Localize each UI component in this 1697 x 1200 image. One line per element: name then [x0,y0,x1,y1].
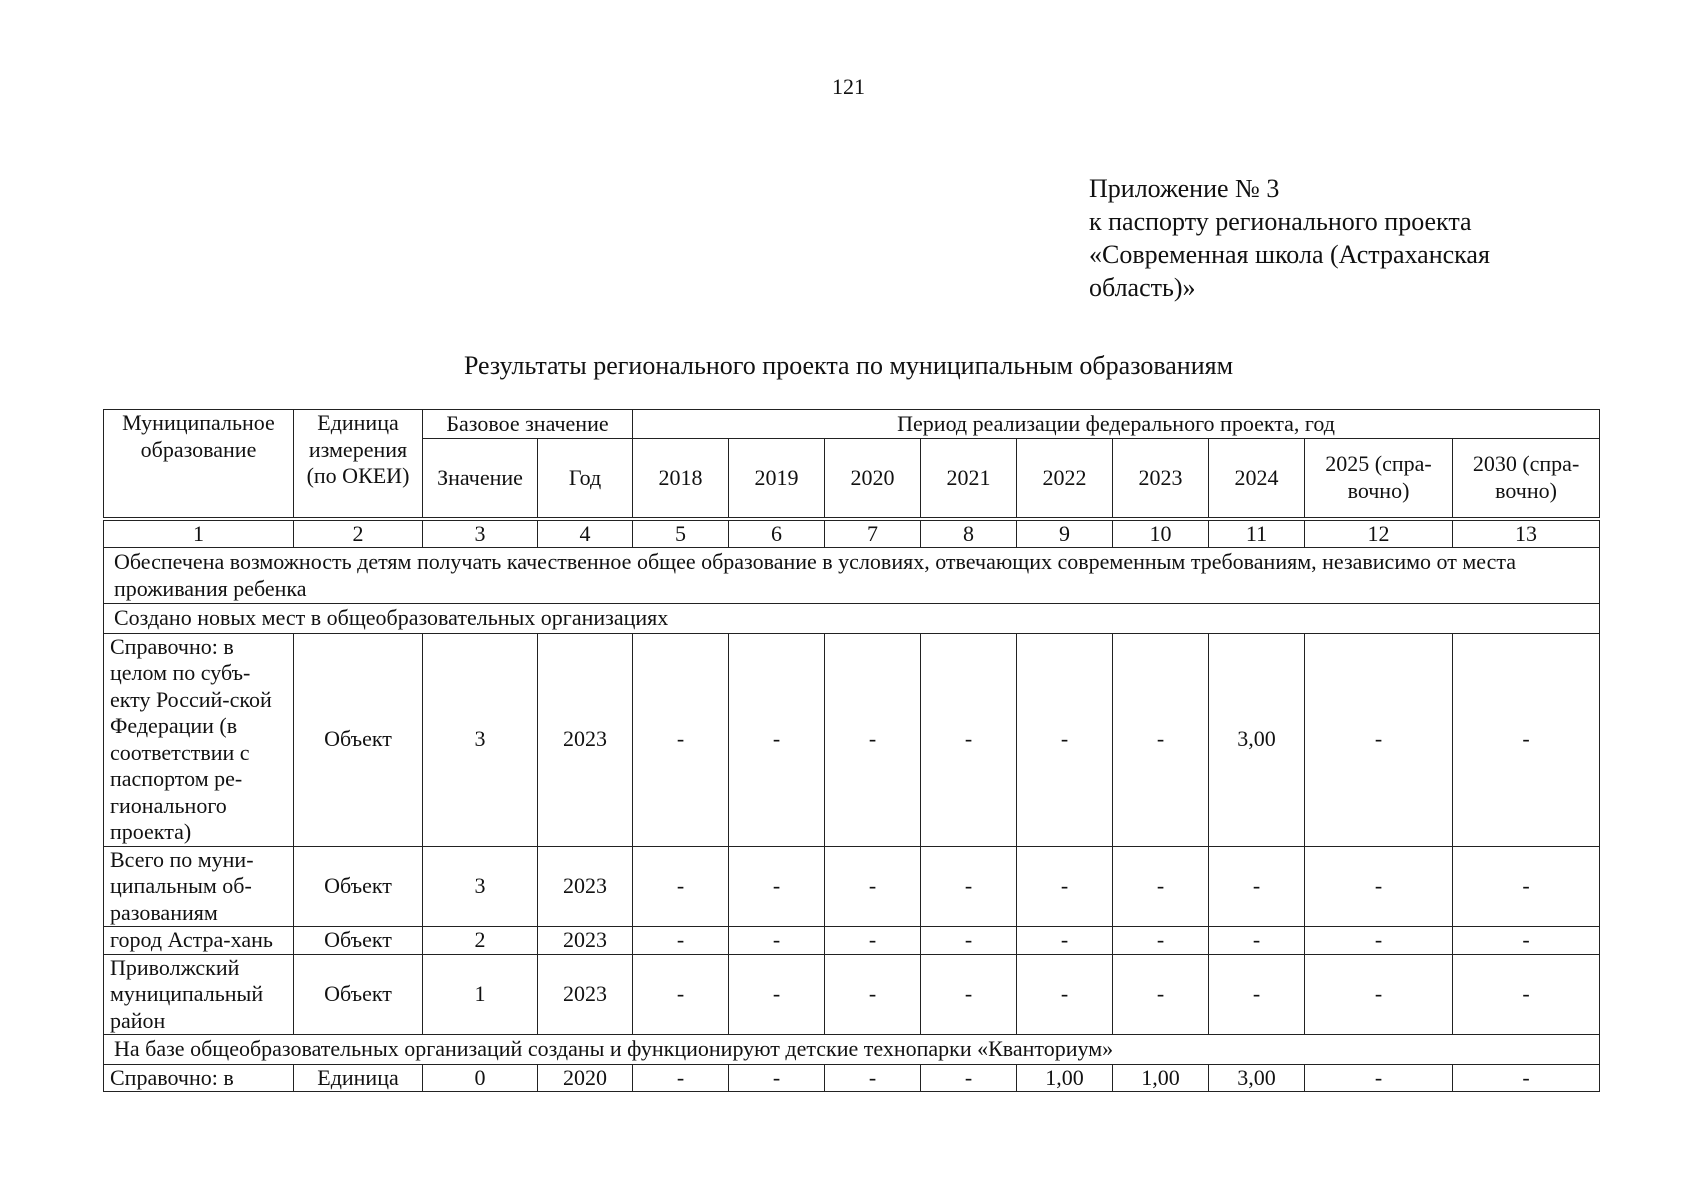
header-row-1 [104,410,1600,439]
results-table [103,409,1600,1092]
row-value: - [1017,927,1113,955]
header-unit: Единица измерения (по ОКЕИ) [294,410,423,519]
row-value: - [633,1064,729,1092]
row-value: - [633,927,729,955]
header-year: 2018 [633,439,729,519]
row-value: - [1113,927,1209,955]
row-unit: Объект [294,846,423,927]
header-municipality: Муниципальное образование [104,410,294,519]
appendix-line: «Современная школа (Астраханская [1089,240,1490,269]
row-value: - [1305,1064,1453,1092]
row-base-value: 1 [423,954,538,1035]
row-value: - [1017,633,1113,846]
row-value: - [1209,954,1305,1035]
row-value: 1,00 [1017,1064,1113,1092]
table-row [104,927,1600,955]
row-value: - [1453,633,1600,846]
section-row [104,548,1600,604]
row-value: - [825,927,921,955]
column-number: 9 [1017,519,1113,548]
row-base-year: 2023 [538,954,633,1035]
row-name: Всего по муни-ципальным об-разованиям [104,846,294,927]
table-row [104,1064,1600,1092]
subsection-heading: Создано новых мест в общеобразовательных организациях [104,604,1600,634]
table-row [104,846,1600,927]
row-value: - [1305,633,1453,846]
row-value: - [633,633,729,846]
header-year: 2020 [825,439,921,519]
row-value: - [633,954,729,1035]
row-value: - [729,927,825,955]
row-value: - [1305,927,1453,955]
row-value: - [1453,954,1600,1035]
header-year: 2025 (спра-вочно) [1305,439,1453,519]
row-value: - [921,954,1017,1035]
row-value: - [921,1064,1017,1092]
row-name: Справочно: в [104,1064,294,1092]
header-period-group: Период реализации федерального проекта, год [633,410,1600,439]
row-value: - [1113,954,1209,1035]
row-base-value: 3 [423,846,538,927]
row-base-value: 3 [423,633,538,846]
row-name: город Астра-хань [104,927,294,955]
row-value: - [1017,954,1113,1035]
header-base-value: Значение [423,439,538,519]
page-number: 121 [832,74,865,99]
appendix-line: Приложение № 3 [1089,174,1280,203]
row-value: - [1113,846,1209,927]
row-unit: Единица [294,1064,423,1092]
row-base-value: 0 [423,1064,538,1092]
row-value: - [729,846,825,927]
column-number: 1 [104,519,294,548]
row-value: - [1113,633,1209,846]
row-value: - [1305,846,1453,927]
document-title: Результаты регионального проекта по муниципальным образованиям [463,351,1234,380]
header-year: 2019 [729,439,825,519]
column-number: 11 [1209,519,1305,548]
column-number: 13 [1453,519,1600,548]
row-value: - [1453,1064,1600,1092]
row-value: - [1209,927,1305,955]
row-name: Справочно: в целом по субъ-екту Россий-ской Федерации (в соответствии с паспортом ре-гионального проекта) [104,633,294,846]
column-number: 10 [1113,519,1209,548]
row-value: - [729,633,825,846]
row-base-year: 2023 [538,927,633,955]
row-base-value: 2 [423,927,538,955]
column-number: 12 [1305,519,1453,548]
column-number-row [104,519,1600,548]
row-value: - [921,846,1017,927]
row-unit: Объект [294,927,423,955]
row-value: - [825,633,921,846]
column-number: 4 [538,519,633,548]
row-value: - [1017,846,1113,927]
row-value: 3,00 [1209,633,1305,846]
column-number: 2 [294,519,423,548]
row-base-year: 2020 [538,1064,633,1092]
row-value: - [1453,846,1600,927]
appendix-block [1089,172,1490,304]
row-value: - [1209,846,1305,927]
row-value: - [729,1064,825,1092]
table-row [104,954,1600,1035]
row-value: - [1305,954,1453,1035]
subsection-row [104,604,1600,634]
section-heading: Обеспечена возможность детям получать качественное общее образование в условиях, отвечающих современным требованиям, независимо от места проживания ребенка [104,548,1600,604]
header-year: 2021 [921,439,1017,519]
row-value: 3,00 [1209,1064,1305,1092]
header-base-group: Базовое значение [423,410,633,439]
column-number: 6 [729,519,825,548]
row-value: 1,00 [1113,1064,1209,1092]
row-unit: Объект [294,633,423,846]
header-year: 2023 [1113,439,1209,519]
appendix-line: к паспорту регионального проекта [1089,207,1472,236]
row-base-year: 2023 [538,633,633,846]
appendix-line: область)» [1089,273,1196,302]
header-year: 2030 (спра-вочно) [1453,439,1600,519]
header-year: 2022 [1017,439,1113,519]
subsection-row [104,1035,1600,1065]
column-number: 3 [423,519,538,548]
column-number: 8 [921,519,1017,548]
row-unit: Объект [294,954,423,1035]
column-number: 5 [633,519,729,548]
row-base-year: 2023 [538,846,633,927]
row-value: - [729,954,825,1035]
row-name: Приволжский муниципальный район [104,954,294,1035]
row-value: - [921,633,1017,846]
row-value: - [825,1064,921,1092]
column-number: 7 [825,519,921,548]
table-row [104,633,1600,846]
header-year: 2024 [1209,439,1305,519]
row-value: - [921,927,1017,955]
subsection-heading: На базе общеобразовательных организаций созданы и функционируют детские технопарки «Кванториум» [104,1035,1600,1065]
header-base-year: Год [538,439,633,519]
row-value: - [1453,927,1600,955]
row-value: - [825,846,921,927]
row-value: - [825,954,921,1035]
row-value: - [633,846,729,927]
